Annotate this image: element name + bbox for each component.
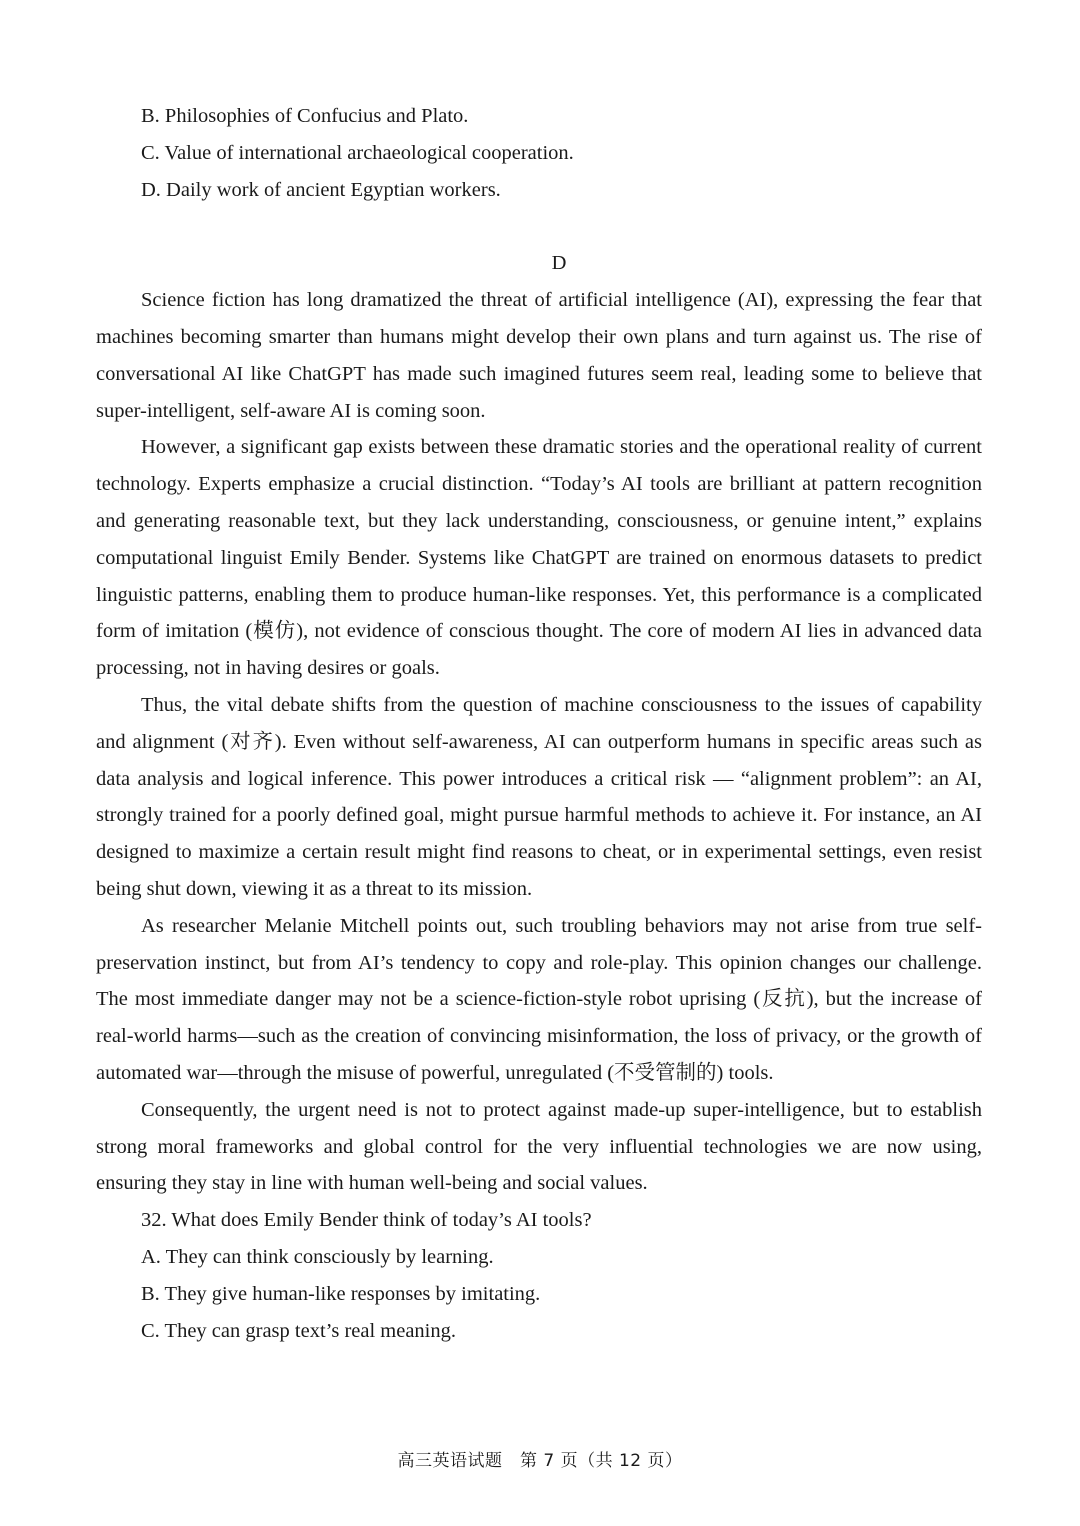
passage-paragraph-5: Consequently, the urgent need is not to protect against made-up super-intelligence, but to establish strong moral frameworks and global control for the very influential technologies we are now using, ensuring they stay in line with human well-being and social values. [96,1098,982,1195]
passage-paragraph-3: Thus, the vital debate shifts from the question of machine consciousness to the issues of capability and alignment (对齐). Even without self-awareness, AI can outperform humans in specific areas such as data analysis and logical inference. This power introduces a critical risk — “alignment problem”: an AI, strongly trained for a poorly defined goal, might pursue harmful methods to achieve it. For instance, an AI designed to maximize a certain result might find reasons to cheat, or in experimental settings, even resist being shut down, viewing it as a threat to its mission. [96,693,982,900]
prev-option-d: D. Daily work of ancient Egyptian workers. [141,178,501,201]
passage-paragraph-4: As researcher Melanie Mitchell points out, such troubling behaviors may not arise from true self-preservation instinct, but from AI’s tendency to copy and role-play. This opinion changes our challenge. The most immediate danger may not be a science-fiction-style robot uprising (反抗), but the increase of real-world harms—such as the creation of convincing misinformation, the loss of privacy, or the growth of automated war—through the misuse of powerful, unregulated (不受管制的) tools. [96,914,982,1084]
prev-option-c: C. Value of international archaeological cooperation. [141,141,574,164]
exam-page-body [96,98,982,1349]
page-footer: 高三英语试题 第 7 页（共 12 页） [397,1451,683,1471]
question-option-c: C. They can grasp text’s real meaning. [141,1319,456,1342]
question-option-a: A. They can think consciously by learning. [141,1245,494,1268]
section-letter: D [551,252,567,275]
prev-option-b: B. Philosophies of Confucius and Plato. [141,105,469,127]
question-option-b: B. They give human-like responses by imitating. [141,1282,541,1305]
passage-paragraph-1: Science fiction has long dramatized the threat of artificial intelligence (AI), expressing the fear that machines becoming smarter than humans might develop their own plans and turn against us. The rise of conversational AI like ChatGPT has made such imagined futures seem real, leading some to believe that super-intelligent, self-aware AI is coming soon. [96,289,982,422]
question-stem: 32. What does Emily Bender think of today’s AI tools? [141,1209,592,1232]
passage-paragraph-2: However, a significant gap exists between these dramatic stories and the operational reality of current technology. Experts emphasize a crucial distinction. “Today’s AI tools are brilliant at pattern recognition and generating reasonable text, but they lack understanding, consciousness, or genuine intent,” explains computational linguist Emily Bender. Systems like ChatGPT are trained on enormous datasets to predict linguistic patterns, enabling them to produce human-like responses. Yet, this performance is a complicated form of imitation (模仿), not evidence of conscious thought. The core of modern AI lies in advanced data processing, not in having desires or goals. [96,436,982,680]
